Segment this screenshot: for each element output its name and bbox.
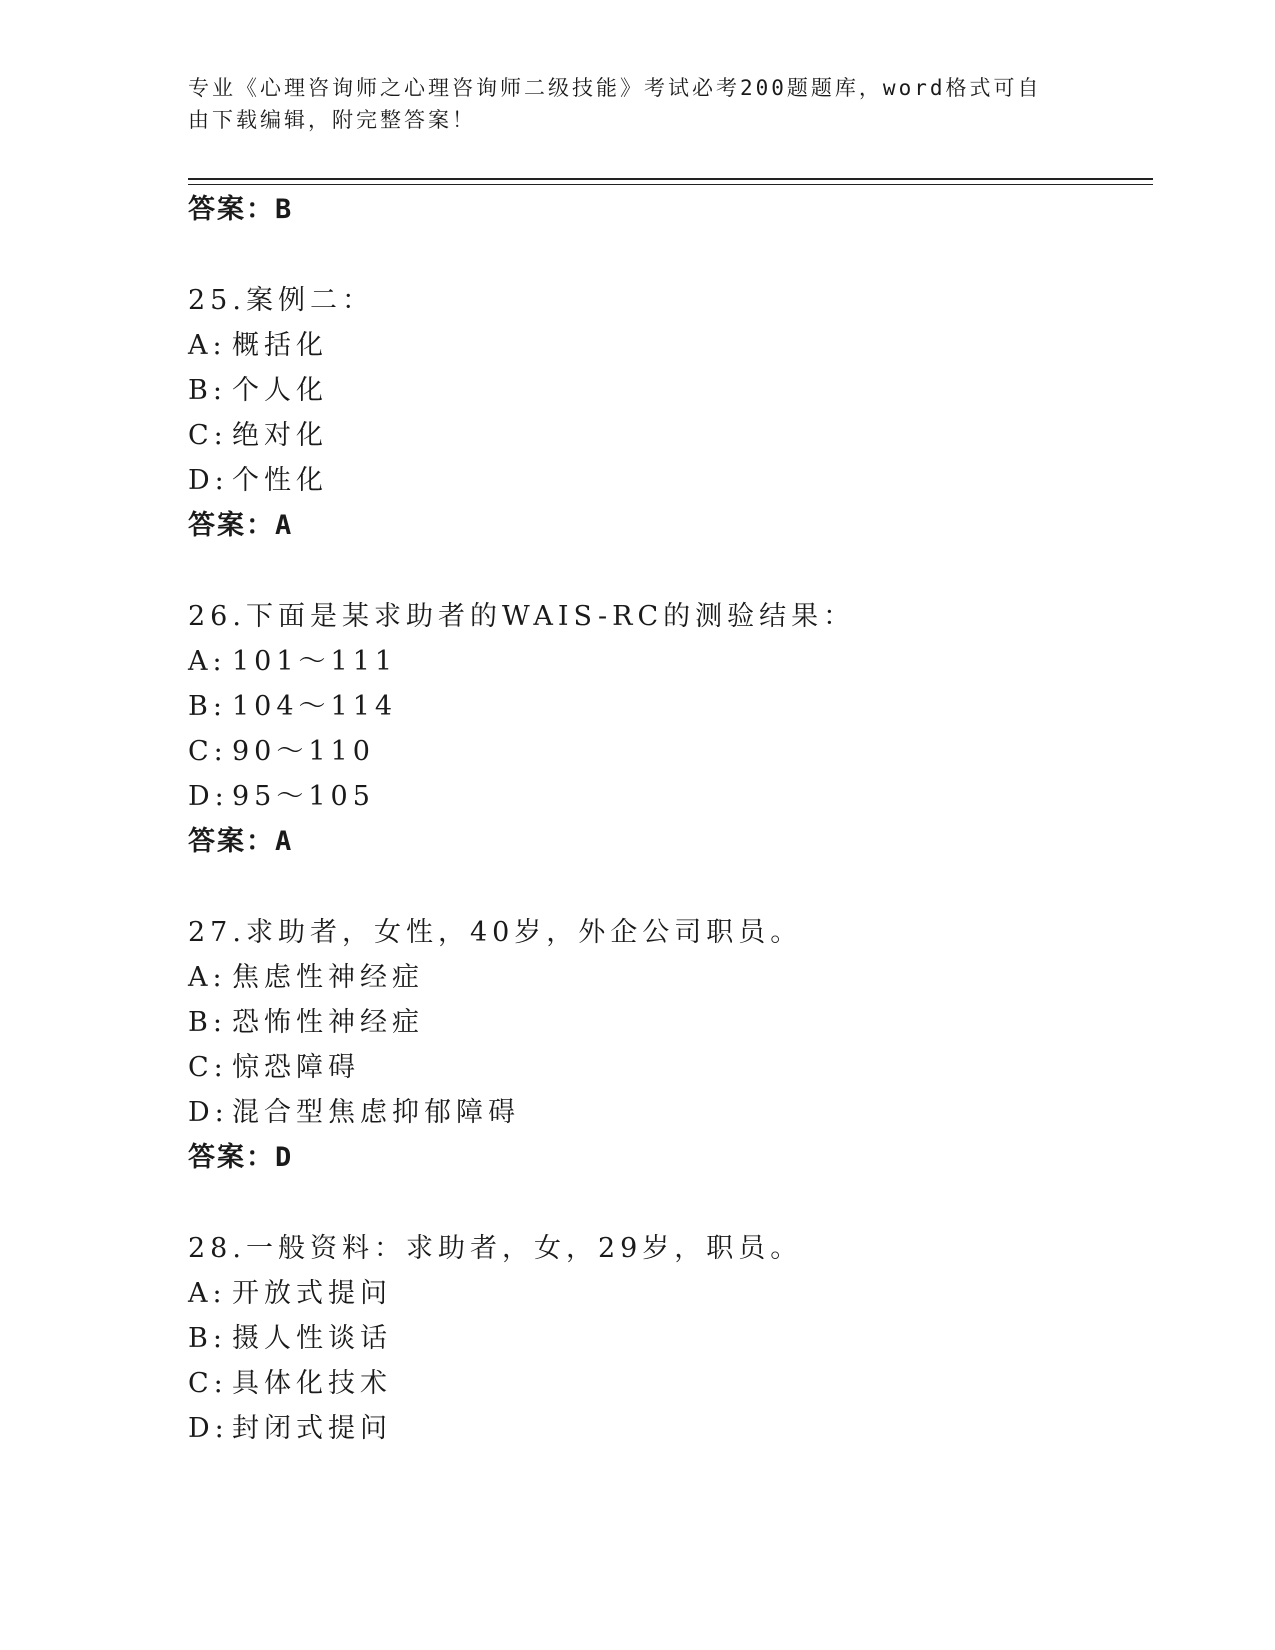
option-item bbox=[188, 1322, 392, 1356]
header-line-1: 专业《心理咨询师之心理咨询师二级技能》考试必考200题题库，word格式可自 bbox=[188, 76, 1042, 100]
option-letter: A: bbox=[188, 330, 227, 361]
option-letter: B: bbox=[188, 691, 227, 722]
answer-line: 答案：B bbox=[188, 194, 294, 225]
option-letter: C: bbox=[188, 420, 228, 451]
option-letter: D: bbox=[188, 465, 229, 496]
option-letter: C: bbox=[188, 1368, 228, 1399]
option-item bbox=[188, 690, 397, 724]
option-text: 惊恐障碍 bbox=[232, 1052, 360, 1083]
option-text: 具体化技术 bbox=[232, 1368, 392, 1399]
answer-line: 答案：D bbox=[188, 1142, 294, 1173]
option-text: 恐怖性神经症 bbox=[232, 1007, 424, 1038]
document-header bbox=[188, 72, 1068, 136]
answer-line: 答案：A bbox=[188, 826, 294, 857]
option-letter: B: bbox=[188, 1007, 227, 1038]
option-item bbox=[188, 780, 375, 814]
option-item bbox=[188, 329, 328, 363]
option-text: 混合型焦虑抑郁障碍 bbox=[232, 1097, 520, 1128]
option-text: 概括化 bbox=[232, 330, 328, 361]
option-letter: D: bbox=[188, 1413, 229, 1444]
option-item bbox=[188, 961, 424, 995]
option-item bbox=[188, 419, 328, 453]
option-text: 90～110 bbox=[232, 736, 375, 767]
option-letter: A: bbox=[188, 1278, 227, 1309]
question-title: 25.案例二： bbox=[188, 285, 374, 316]
option-text: 104～114 bbox=[232, 691, 398, 722]
option-text: 绝对化 bbox=[232, 420, 328, 451]
option-letter: D: bbox=[188, 781, 229, 812]
option-item bbox=[188, 1277, 392, 1311]
option-item bbox=[188, 1096, 520, 1130]
option-letter: C: bbox=[188, 1052, 228, 1083]
option-letter: B: bbox=[188, 1323, 227, 1354]
option-item bbox=[188, 735, 375, 769]
header-line-2: 由下载编辑，附完整答案！ bbox=[188, 108, 476, 132]
option-text: 封闭式提问 bbox=[232, 1413, 392, 1444]
option-item bbox=[188, 645, 397, 679]
question-title: 26.下面是某求助者的WAIS-RC的测验结果： bbox=[188, 601, 856, 632]
option-letter: A: bbox=[188, 646, 227, 677]
option-item bbox=[188, 464, 328, 498]
question-title: 28.一般资料：求助者，女，29岁，职员。 bbox=[188, 1233, 803, 1264]
option-text: 个人化 bbox=[232, 375, 328, 406]
option-letter: C: bbox=[188, 736, 228, 767]
option-text: 101～111 bbox=[232, 646, 398, 677]
option-item bbox=[188, 374, 328, 408]
header-divider-thick bbox=[188, 178, 1153, 180]
option-text: 摄人性谈话 bbox=[232, 1323, 392, 1354]
option-item bbox=[188, 1367, 392, 1401]
option-letter: B: bbox=[188, 375, 227, 406]
answer-line: 答案：A bbox=[188, 510, 294, 541]
header-divider-thin bbox=[188, 184, 1153, 185]
option-letter: A: bbox=[188, 962, 227, 993]
option-letter: D: bbox=[188, 1097, 229, 1128]
option-item bbox=[188, 1051, 360, 1085]
option-text: 个性化 bbox=[232, 465, 328, 496]
option-text: 开放式提问 bbox=[232, 1278, 392, 1309]
option-text: 焦虑性神经症 bbox=[232, 962, 424, 993]
option-item bbox=[188, 1412, 392, 1446]
option-text: 95～105 bbox=[232, 781, 375, 812]
option-item bbox=[188, 1006, 424, 1040]
question-title: 27.求助者，女性，40岁，外企公司职员。 bbox=[188, 917, 803, 948]
